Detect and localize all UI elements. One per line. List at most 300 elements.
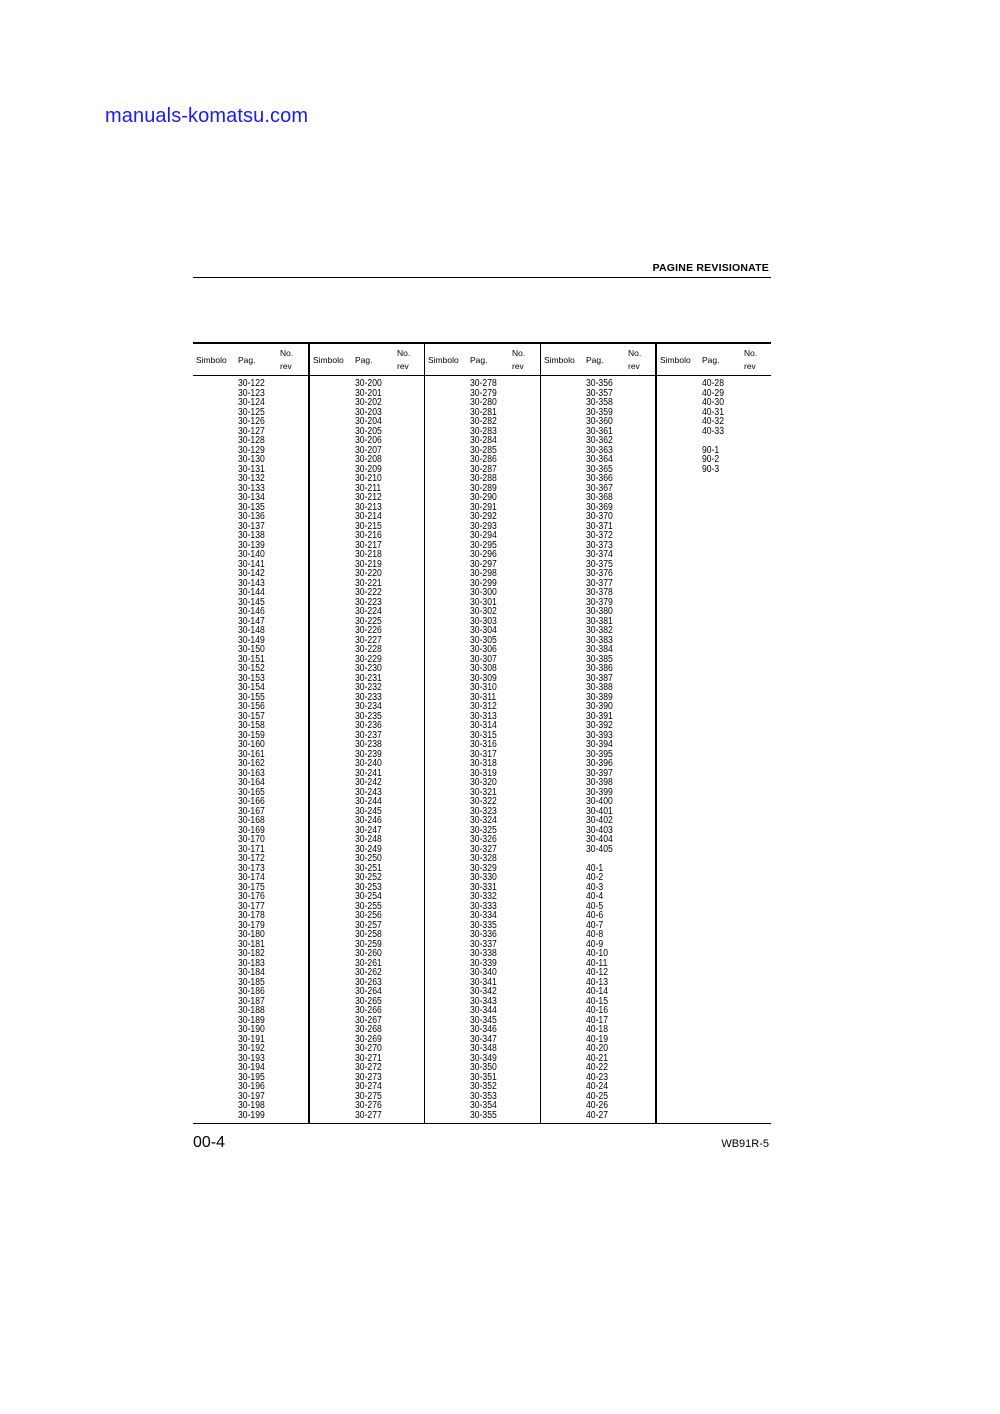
table-row: 30-384 <box>586 644 613 655</box>
table-row: 30-208 <box>355 454 382 465</box>
table-row: 30-402 <box>586 815 613 826</box>
table-row: 30-255 <box>355 900 382 912</box>
table-row: 30-310 <box>470 682 497 693</box>
table-row: 30-238 <box>355 739 382 750</box>
table-row: 40-1 <box>586 862 604 874</box>
table-row: 30-144 <box>238 587 265 598</box>
table-row: 40-2 <box>586 872 604 883</box>
table-row: 30-299 <box>470 577 497 589</box>
table-row: 30-305 <box>470 634 497 646</box>
column-header <box>657 344 771 376</box>
table-row: 30-256 <box>355 910 382 921</box>
table-row: 30-216 <box>355 530 382 541</box>
table-row: 40-23 <box>586 1071 608 1083</box>
table-row: 30-226 <box>355 625 382 636</box>
table-row: 30-329 <box>470 862 497 874</box>
table-row: 30-248 <box>355 834 382 845</box>
table-row: 30-330 <box>470 872 497 883</box>
table-row: 30-163 <box>238 767 265 779</box>
table-row: 90-3 <box>702 463 720 475</box>
table-row: 30-162 <box>238 758 265 769</box>
table-row: 30-342 <box>470 986 497 997</box>
table-row: 40-25 <box>586 1090 608 1102</box>
table-row: 30-312 <box>470 701 497 712</box>
column-header <box>541 344 656 376</box>
table-row: 30-259 <box>355 938 382 950</box>
table-row: 40-24 <box>586 1081 608 1092</box>
table-row: 30-217 <box>355 539 382 551</box>
table-row: 30-228 <box>355 644 382 655</box>
table-row: 30-199 <box>238 1109 265 1121</box>
table-row: 30-277 <box>355 1109 382 1121</box>
table-row: 30-140 <box>238 549 265 560</box>
table-row: 30-206 <box>355 435 382 446</box>
table-row: 30-239 <box>355 748 382 760</box>
table-row: 30-347 <box>470 1033 497 1045</box>
page-list <box>657 379 771 474</box>
table-row: 30-201 <box>355 387 382 399</box>
model-code: WB91R-5 <box>721 1138 769 1150</box>
table-row: 30-237 <box>355 729 382 741</box>
table-row: 40-21 <box>586 1052 608 1064</box>
table-row: 30-153 <box>238 672 265 684</box>
table-row: 30-236 <box>355 720 382 731</box>
table-row: 30-368 <box>586 492 613 503</box>
table-column-3 <box>424 344 540 1123</box>
table-row: 30-307 <box>470 653 497 665</box>
table-row: 30-319 <box>470 767 497 779</box>
table-row: 30-222 <box>355 587 382 598</box>
page-number: 00-4 <box>193 1134 226 1151</box>
table-row: 30-331 <box>470 881 497 893</box>
table-row: 30-180 <box>238 929 265 940</box>
table-row: 30-179 <box>238 919 265 931</box>
table-row: 30-340 <box>470 967 497 978</box>
table-row: 30-245 <box>355 805 382 817</box>
table-row: 30-283 <box>470 425 497 437</box>
table-row: 30-150 <box>238 644 265 655</box>
table-row: 30-220 <box>355 568 382 579</box>
page-list <box>310 379 424 1120</box>
header-simbolo: Simbolo <box>428 355 459 365</box>
table-row: 30-124 <box>238 397 265 408</box>
table-row: 40-6 <box>586 910 604 921</box>
table-row: 40-32 <box>702 416 724 427</box>
table-row: 30-152 <box>238 663 265 674</box>
table-row: 30-207 <box>355 444 382 456</box>
table-row: 30-250 <box>355 853 382 864</box>
table-row: 30-221 <box>355 577 382 589</box>
table-row: 30-160 <box>238 739 265 750</box>
table-row: 30-336 <box>470 929 497 940</box>
table-row: 40-22 <box>586 1062 608 1073</box>
table-row: 30-178 <box>238 910 265 921</box>
table-row: 30-377 <box>586 577 613 589</box>
table-row: 30-227 <box>355 634 382 646</box>
table-column-1 <box>193 344 309 1123</box>
table-row: 30-334 <box>470 910 497 921</box>
table-row: 30-288 <box>470 473 497 484</box>
table-row: 30-229 <box>355 653 382 665</box>
table-row: 30-294 <box>470 530 497 541</box>
table-row: 30-387 <box>586 672 613 684</box>
table-row: 30-134 <box>238 492 265 503</box>
table-row: 40-9 <box>586 938 604 950</box>
table-row: 30-252 <box>355 872 382 883</box>
table-row: 30-268 <box>355 1024 382 1035</box>
table-row: 30-244 <box>355 796 382 807</box>
table-row: 30-167 <box>238 805 265 817</box>
table-row: 30-324 <box>470 815 497 826</box>
table-row: 30-311 <box>470 691 497 703</box>
table-row: 30-130 <box>238 454 265 465</box>
table-row: 30-161 <box>238 748 265 760</box>
table-row: 30-132 <box>238 473 265 484</box>
table-row: 40-29 <box>702 387 724 399</box>
table-row: 30-341 <box>470 976 497 988</box>
table-row: 30-332 <box>470 891 497 902</box>
table-row: 30-139 <box>238 539 265 551</box>
table-row: 30-232 <box>355 682 382 693</box>
table-row: 30-385 <box>586 653 613 665</box>
table-row: 30-297 <box>470 558 497 570</box>
table-row: 30-218 <box>355 549 382 560</box>
table-row: 30-211 <box>355 482 382 494</box>
table-row: 30-348 <box>470 1043 497 1054</box>
table-row: 30-303 <box>470 615 497 627</box>
table-row: 30-306 <box>470 644 497 655</box>
table-row: 30-171 <box>238 843 265 855</box>
table-row: 30-366 <box>586 473 613 484</box>
table-row: 30-197 <box>238 1090 265 1102</box>
table-row: 30-146 <box>238 606 265 617</box>
table-row: 30-278 <box>470 378 497 389</box>
table-row: 30-358 <box>586 397 613 408</box>
table-row: 30-386 <box>586 663 613 674</box>
table-row: 30-271 <box>355 1052 382 1064</box>
table-row: 30-285 <box>470 444 497 456</box>
table-row: 30-231 <box>355 672 382 684</box>
table-row: 30-186 <box>238 986 265 997</box>
table-row: 30-145 <box>238 596 265 608</box>
table-row: 30-352 <box>470 1081 497 1092</box>
table-row: 30-251 <box>355 862 382 874</box>
header-pag: Pag. <box>470 355 488 365</box>
table-row: 30-240 <box>355 758 382 769</box>
table-row: 30-298 <box>470 568 497 579</box>
table-row: 30-219 <box>355 558 382 570</box>
table-row: 30-404 <box>586 834 613 845</box>
table-row: 30-314 <box>470 720 497 731</box>
table-row: 40-28 <box>702 378 724 389</box>
table-row: 30-196 <box>238 1081 265 1092</box>
table-row: 30-318 <box>470 758 497 769</box>
table-row: 30-337 <box>470 938 497 950</box>
table-row: 30-398 <box>586 777 613 788</box>
table-row: 30-391 <box>586 710 613 722</box>
table-row: 30-365 <box>586 463 613 475</box>
table-row: 30-286 <box>470 454 497 465</box>
table-row: 30-205 <box>355 425 382 437</box>
table-row: 30-233 <box>355 691 382 703</box>
table-row: 30-378 <box>586 587 613 598</box>
table-row: 40-10 <box>586 948 608 959</box>
table-row: 30-309 <box>470 672 497 684</box>
table-row: 30-243 <box>355 786 382 798</box>
table-row: 30-137 <box>238 520 265 532</box>
table-row: 30-126 <box>238 416 265 427</box>
table-row: 30-363 <box>586 444 613 456</box>
table-row: 40-8 <box>586 929 604 940</box>
table-row: 30-315 <box>470 729 497 741</box>
table-row: 30-169 <box>238 824 265 836</box>
table-row: 30-389 <box>586 691 613 703</box>
header-simbolo: Simbolo <box>660 355 691 365</box>
table-row: 30-174 <box>238 872 265 883</box>
table-row: 30-156 <box>238 701 265 712</box>
table-row: 40-15 <box>586 995 608 1007</box>
table-row: 30-382 <box>586 625 613 636</box>
table-row: 30-289 <box>470 482 497 494</box>
table-row: 30-379 <box>586 596 613 608</box>
table-row: 40-26 <box>586 1100 608 1111</box>
table-row: 40-12 <box>586 967 608 978</box>
table-row: 40-19 <box>586 1033 608 1045</box>
table-row: 30-122 <box>238 378 265 389</box>
table-row: 30-264 <box>355 986 382 997</box>
table-row: 30-154 <box>238 682 265 693</box>
table-row: 40-18 <box>586 1024 608 1035</box>
table-row: 30-353 <box>470 1090 497 1102</box>
table-row: 30-254 <box>355 891 382 902</box>
table-row: 30-383 <box>586 634 613 646</box>
table-row: 30-333 <box>470 900 497 912</box>
table-row: 30-343 <box>470 995 497 1007</box>
table-row: 30-194 <box>238 1062 265 1073</box>
table-row: 30-400 <box>586 796 613 807</box>
table-row: 30-123 <box>238 387 265 399</box>
table-row: 30-364 <box>586 454 613 465</box>
table-row: 30-292 <box>470 511 497 522</box>
table-row: 30-235 <box>355 710 382 722</box>
table-row: 30-193 <box>238 1052 265 1064</box>
table-row: 30-198 <box>238 1100 265 1111</box>
table-row: 30-203 <box>355 406 382 418</box>
table-row: 30-304 <box>470 625 497 636</box>
table-row: 40-30 <box>702 397 724 408</box>
table-row: 30-195 <box>238 1071 265 1083</box>
table-row: 30-202 <box>355 397 382 408</box>
table-row: 30-166 <box>238 796 265 807</box>
table-row: 30-326 <box>470 834 497 845</box>
table-row: 40-17 <box>586 1014 608 1026</box>
table-row: 30-185 <box>238 976 265 988</box>
table-row: 30-125 <box>238 406 265 418</box>
table-row: 30-395 <box>586 748 613 760</box>
column-header <box>310 344 424 376</box>
table-row: 30-397 <box>586 767 613 779</box>
table-column-5 <box>655 344 771 1123</box>
header-no-rev: No. rev <box>280 348 294 371</box>
table-row: 30-345 <box>470 1014 497 1026</box>
table-row: 90-1 <box>702 444 720 456</box>
table-row: 30-182 <box>238 948 265 959</box>
table-row: 30-270 <box>355 1043 382 1054</box>
table-row: 30-165 <box>238 786 265 798</box>
table-row: 30-351 <box>470 1071 497 1083</box>
table-row: 30-279 <box>470 387 497 399</box>
table-row: 30-148 <box>238 625 265 636</box>
header-pag: Pag. <box>702 355 720 365</box>
table-row: 30-296 <box>470 549 497 560</box>
page-title: PAGINE REVISIONATE <box>652 262 769 274</box>
table-row: 30-339 <box>470 957 497 969</box>
header-no-rev: No. rev <box>628 348 642 371</box>
table-row: 30-321 <box>470 786 497 798</box>
table-row: 30-261 <box>355 957 382 969</box>
table-row: 30-189 <box>238 1014 265 1026</box>
table-row: 30-225 <box>355 615 382 627</box>
table-row: 30-265 <box>355 995 382 1007</box>
table-row: 30-260 <box>355 948 382 959</box>
header-pag: Pag. <box>586 355 604 365</box>
table-row: 30-183 <box>238 957 265 969</box>
table-row: 30-258 <box>355 929 382 940</box>
table-row: 30-210 <box>355 473 382 484</box>
table-row: 30-149 <box>238 634 265 646</box>
table-row: 30-346 <box>470 1024 497 1035</box>
table-row: 30-129 <box>238 444 265 456</box>
table-row: 40-20 <box>586 1043 608 1054</box>
table-row: 30-191 <box>238 1033 265 1045</box>
table-row: 30-128 <box>238 435 265 446</box>
table-row: 30-370 <box>586 511 613 522</box>
table-row: 30-266 <box>355 1005 382 1016</box>
table-row: 30-374 <box>586 549 613 560</box>
table-row: 30-282 <box>470 416 497 427</box>
table-row: 30-295 <box>470 539 497 551</box>
table-row: 30-273 <box>355 1071 382 1083</box>
table-row: 30-390 <box>586 701 613 712</box>
header-simbolo: Simbolo <box>196 355 227 365</box>
table-row: 40-5 <box>586 900 604 912</box>
table-row: 30-401 <box>586 805 613 817</box>
table-row: 30-284 <box>470 435 497 446</box>
table-column-4 <box>540 344 656 1123</box>
table-row: 30-242 <box>355 777 382 788</box>
table-row: 30-158 <box>238 720 265 731</box>
table-row: 30-359 <box>586 406 613 418</box>
table-row: 30-159 <box>238 729 265 741</box>
table-row: 30-405 <box>586 843 613 855</box>
table-row: 30-287 <box>470 463 497 475</box>
table-row: 30-291 <box>470 501 497 513</box>
table-row: 30-356 <box>586 378 613 389</box>
table-row: 30-392 <box>586 720 613 731</box>
table-row: 30-322 <box>470 796 497 807</box>
table-row: 30-308 <box>470 663 497 674</box>
table-row: 30-170 <box>238 834 265 845</box>
table-row: 40-16 <box>586 1005 608 1016</box>
table-row: 30-172 <box>238 853 265 864</box>
table-row: 30-280 <box>470 397 497 408</box>
table-row: 30-214 <box>355 511 382 522</box>
table-row: 30-350 <box>470 1062 497 1073</box>
table-row: 30-176 <box>238 891 265 902</box>
table-row: 30-173 <box>238 862 265 874</box>
table-row: 30-257 <box>355 919 382 931</box>
table-row: 40-11 <box>586 957 608 969</box>
table-row: 30-190 <box>238 1024 265 1035</box>
table-row: 30-155 <box>238 691 265 703</box>
table-row: 40-27 <box>586 1109 608 1121</box>
table-row: 30-381 <box>586 615 613 627</box>
table-row: 30-272 <box>355 1062 382 1073</box>
column-header <box>193 344 309 376</box>
table-row: 40-33 <box>702 425 724 437</box>
table-row: 30-188 <box>238 1005 265 1016</box>
table-row: 30-224 <box>355 606 382 617</box>
table-row: 30-181 <box>238 938 265 950</box>
table-row: 30-262 <box>355 967 382 978</box>
table-row: 30-274 <box>355 1081 382 1092</box>
table-row: 30-335 <box>470 919 497 931</box>
table-row: 40-4 <box>586 891 604 902</box>
table-row: 30-136 <box>238 511 265 522</box>
table-row: 30-275 <box>355 1090 382 1102</box>
table-row: 30-393 <box>586 729 613 741</box>
table-row: 30-317 <box>470 748 497 760</box>
table-row: 30-247 <box>355 824 382 836</box>
table-row: 30-263 <box>355 976 382 988</box>
table-row: 40-3 <box>586 881 604 893</box>
table-row: 30-371 <box>586 520 613 532</box>
header-rule <box>193 277 771 278</box>
watermark-link[interactable]: manuals-komatsu.com <box>105 105 309 127</box>
table-row: 30-362 <box>586 435 613 446</box>
table-row: 30-143 <box>238 577 265 589</box>
table-row: 30-376 <box>586 568 613 579</box>
table-row: 30-344 <box>470 1005 497 1016</box>
table-row: 30-360 <box>586 416 613 427</box>
header-simbolo: Simbolo <box>313 355 344 365</box>
table-row: 30-399 <box>586 786 613 798</box>
header-pag: Pag. <box>355 355 373 365</box>
table-row: 30-323 <box>470 805 497 817</box>
table-row: 30-127 <box>238 425 265 437</box>
table-row: 30-290 <box>470 492 497 503</box>
table-row: 30-168 <box>238 815 265 826</box>
table-row: 30-192 <box>238 1043 265 1054</box>
table-row: 40-14 <box>586 986 608 997</box>
header-no-rev: No. rev <box>744 348 758 371</box>
table-row: 30-135 <box>238 501 265 513</box>
table-row: 30-212 <box>355 492 382 503</box>
table-row: 30-349 <box>470 1052 497 1064</box>
table-row: 30-184 <box>238 967 265 978</box>
table-row: 30-151 <box>238 653 265 665</box>
table-row: 30-313 <box>470 710 497 722</box>
table-row: 30-131 <box>238 463 265 475</box>
table-row: 30-302 <box>470 606 497 617</box>
table-row: 30-396 <box>586 758 613 769</box>
column-header <box>425 344 540 376</box>
table-row: 30-320 <box>470 777 497 788</box>
table-row: 40-7 <box>586 919 604 931</box>
table-row: 30-213 <box>355 501 382 513</box>
table-row: 30-367 <box>586 482 613 494</box>
table-row: 30-281 <box>470 406 497 418</box>
